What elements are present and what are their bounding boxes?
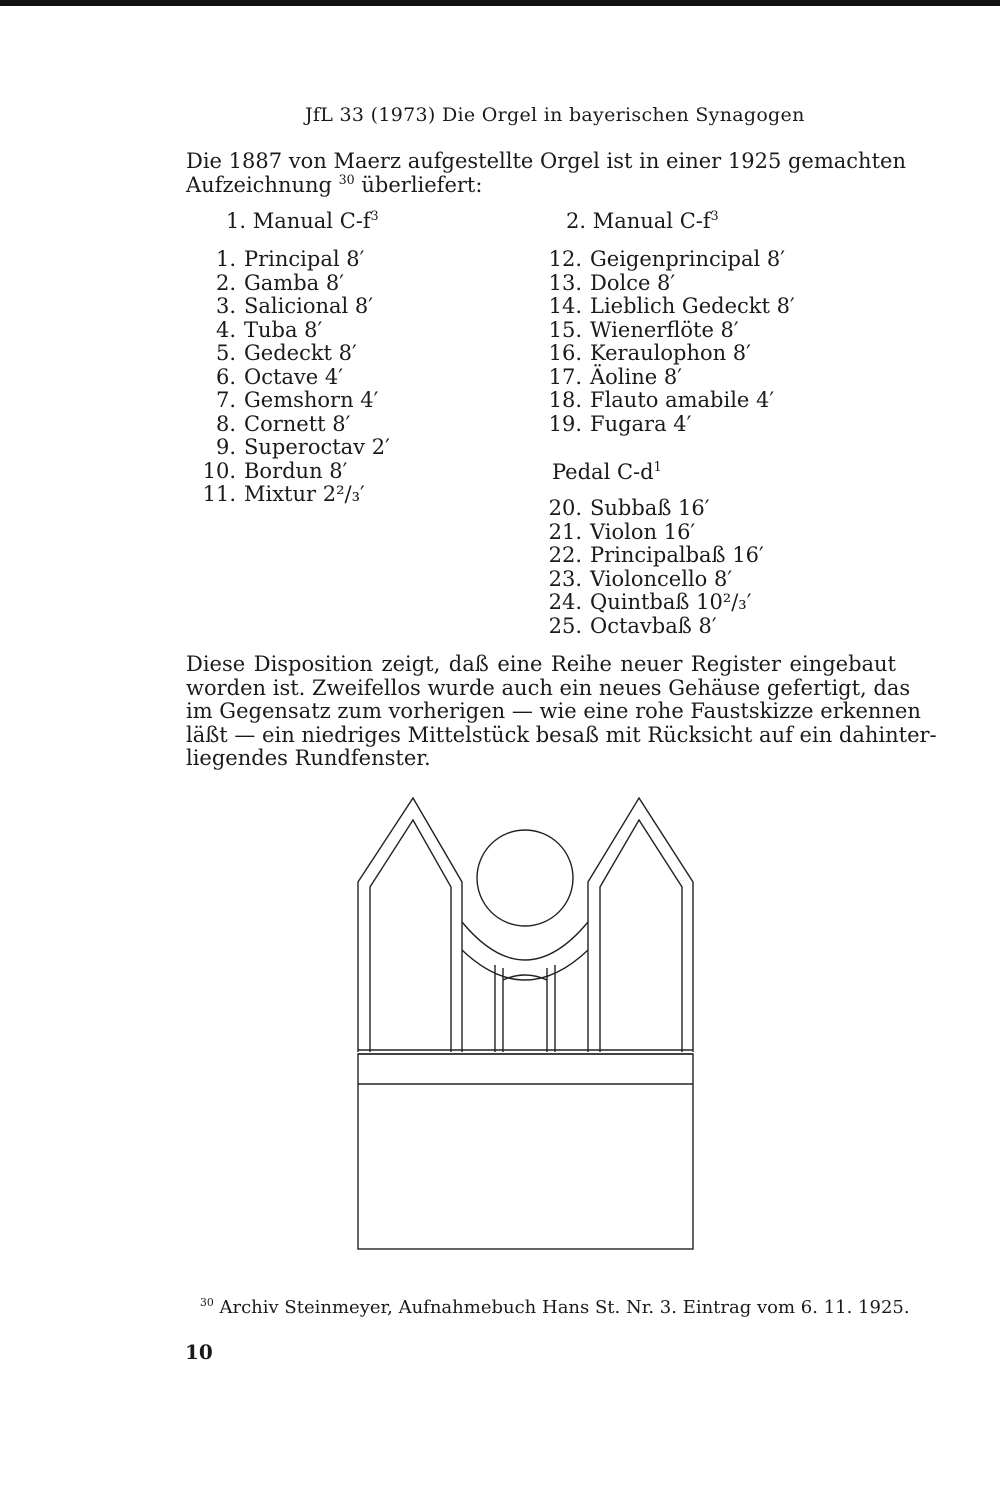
- stop-number: 22.: [548, 543, 582, 567]
- pedal-heading-text: Pedal C-d: [552, 460, 654, 484]
- manual-1-stop-1: [196, 248, 390, 272]
- stop-number: 11.: [202, 482, 236, 506]
- body-line-2: worden ist. Zweifellos wurde auch ein neues Gehäuse gefertigt, das: [186, 675, 911, 700]
- stop-name: Wienerflöte 8′: [590, 317, 739, 342]
- stop-number: 3.: [215, 294, 236, 318]
- stop-name: Mixtur 2²/₃′: [244, 482, 365, 506]
- stop-name: Octavbaß 8′: [590, 613, 717, 638]
- stop-number: 8.: [215, 411, 236, 436]
- manual-2-heading-sup: 3: [710, 208, 719, 223]
- manual-2-stop-5: [542, 342, 795, 366]
- pedal-stop-5: [542, 591, 764, 615]
- body-line-4: läßt — ein niedriges Mittelstück besaß mit Rücksicht auf ein dahinter-: [186, 722, 937, 747]
- right-tower-inner: [600, 820, 682, 1052]
- stop-number: 13.: [548, 270, 582, 295]
- manual-2-stop-7: [542, 389, 795, 413]
- stop-name: Violon 16′: [590, 519, 696, 544]
- manual-1-stop-5: [196, 342, 390, 366]
- pedal-heading-sup: 1: [653, 459, 662, 474]
- intro-line-2: [186, 171, 896, 198]
- pedal-stop-3: [542, 544, 764, 568]
- stop-number: 25.: [548, 613, 582, 638]
- pedal-stop-4: [542, 568, 764, 592]
- manual-1-heading: [226, 209, 379, 233]
- stop-name: Gemshorn 4′: [244, 388, 379, 412]
- body-paragraph: [186, 652, 937, 771]
- organ-case-sketch: [350, 790, 700, 1255]
- stop-number: 4.: [215, 317, 236, 342]
- stop-number: 23.: [548, 566, 582, 591]
- manual-2-stop-3: [542, 295, 795, 319]
- footnote-number: 30: [200, 1296, 214, 1309]
- stop-name: Geigenprincipal 8′: [590, 247, 785, 271]
- manual-1-stop-10: [196, 460, 390, 484]
- manual-2-heading: [566, 209, 719, 233]
- pedal-heading: [552, 460, 662, 484]
- stop-name: Bordun 8′: [244, 458, 348, 483]
- stop-name: Principalbaß 16′: [590, 543, 764, 567]
- stop-number: 7.: [215, 388, 236, 412]
- stop-name: Dolce 8′: [590, 270, 676, 295]
- manual-2-stop-1: [542, 248, 795, 272]
- stop-number: 21.: [548, 519, 582, 544]
- stop-name: Fugara 4′: [590, 411, 692, 436]
- stop-number: 10.: [202, 458, 236, 483]
- manual-1-stop-2: [196, 272, 390, 296]
- manual-1-stop-8: [196, 413, 390, 437]
- stop-number: 1.: [215, 247, 236, 271]
- pedal-stop-1: [542, 497, 764, 521]
- stop-name: Subbaß 16′: [590, 496, 710, 520]
- footnote-ref-30: 30: [338, 171, 355, 187]
- stop-name: Äoline 8′: [590, 364, 682, 389]
- stop-number: 19.: [548, 411, 582, 436]
- stop-name: Quintbaß 10²/₃′: [590, 590, 752, 614]
- manual-2-stop-4: [542, 319, 795, 343]
- stop-number: 20.: [548, 496, 582, 520]
- stop-name: Octave 4′: [244, 364, 344, 389]
- manual-1-stop-3: [196, 295, 390, 319]
- manual-1-heading-text: 1. Manual C-f: [226, 209, 371, 233]
- left-tower-outer: [358, 798, 462, 1052]
- stop-name: Gamba 8′: [244, 270, 344, 295]
- lower-case: [358, 1054, 693, 1249]
- pedal-stop-6: [542, 615, 764, 639]
- manual-1-stop-6: [196, 366, 390, 390]
- footnote: [200, 1297, 910, 1318]
- intro-line-2-end: überliefert:: [361, 172, 483, 197]
- stop-number: 17.: [548, 364, 582, 389]
- stop-number: 9.: [215, 435, 236, 459]
- pedal-stop-2: [542, 521, 764, 545]
- manual-2-heading-text: 2. Manual C-f: [566, 209, 711, 233]
- stop-number: 2.: [215, 270, 236, 295]
- pedal-stop-list: [542, 497, 764, 638]
- left-tower-inner: [370, 820, 451, 1052]
- middle-opening-arch: [503, 975, 547, 980]
- stop-name: Cornett 8′: [244, 411, 351, 436]
- round-window: [477, 830, 573, 926]
- top-border: [0, 0, 1000, 6]
- stop-name: Salicional 8′: [244, 294, 374, 318]
- stop-number: 15.: [548, 317, 582, 342]
- manual-2-stop-2: [542, 272, 795, 296]
- stop-number: 14.: [548, 294, 582, 318]
- stop-name: Gedeckt 8′: [244, 341, 357, 365]
- manual-2-stop-list: [542, 248, 795, 436]
- stop-name: Tuba 8′: [244, 317, 323, 342]
- stop-name: Flauto amabile 4′: [590, 388, 775, 412]
- manual-1-heading-sup: 3: [370, 208, 379, 223]
- stop-number: 16.: [548, 341, 582, 365]
- intro-paragraph: [186, 149, 906, 197]
- manual-1-stop-9: [196, 436, 390, 460]
- manual-2-stop-8: [542, 413, 795, 437]
- stop-name: Keraulophon 8′: [590, 341, 751, 365]
- body-line-1: Diese Disposition zeigt, daß eine Reihe neuer Register eingebaut: [186, 652, 896, 676]
- page-number: 10: [185, 1340, 213, 1364]
- manual-2-stop-6: [542, 366, 795, 390]
- intro-line-2-text: Aufzeichnung: [186, 172, 332, 197]
- stop-number: 5.: [215, 341, 236, 365]
- body-line-3: im Gegensatz zum vorherigen — wie eine rohe Faustskizze erkennen: [186, 699, 921, 723]
- stop-number: 24.: [548, 590, 582, 614]
- stop-name: Lieblich Gedeckt 8′: [590, 294, 795, 318]
- body-line-5: liegendes Rundfenster.: [186, 746, 431, 770]
- intro-line-1: Die 1887 von Maerz aufgestellte Orgel ist in einer 1925 gemachten: [186, 149, 906, 173]
- footnote-text: Archiv Steinmeyer, Aufnahmebuch Hans St. Nr. 3. Eintrag vom 6. 11. 1925.: [219, 1297, 910, 1318]
- arch-outer: [462, 922, 588, 960]
- stop-name: Violoncello 8′: [590, 566, 733, 591]
- stop-number: 18.: [548, 388, 582, 412]
- stop-name: Superoctav 2′: [244, 435, 390, 459]
- manual-1-stop-list: [196, 248, 390, 507]
- manual-1-stop-11: [196, 483, 390, 507]
- manual-1-stop-7: [196, 389, 390, 413]
- right-tower-outer: [588, 798, 693, 1052]
- stop-name: Principal 8′: [244, 247, 365, 271]
- stop-number: 6.: [215, 364, 236, 389]
- running-head: JfL 33 (1973) Die Orgel in bayerischen Synagogen: [305, 104, 805, 126]
- stop-number: 12.: [548, 247, 582, 271]
- manual-1-stop-4: [196, 319, 390, 343]
